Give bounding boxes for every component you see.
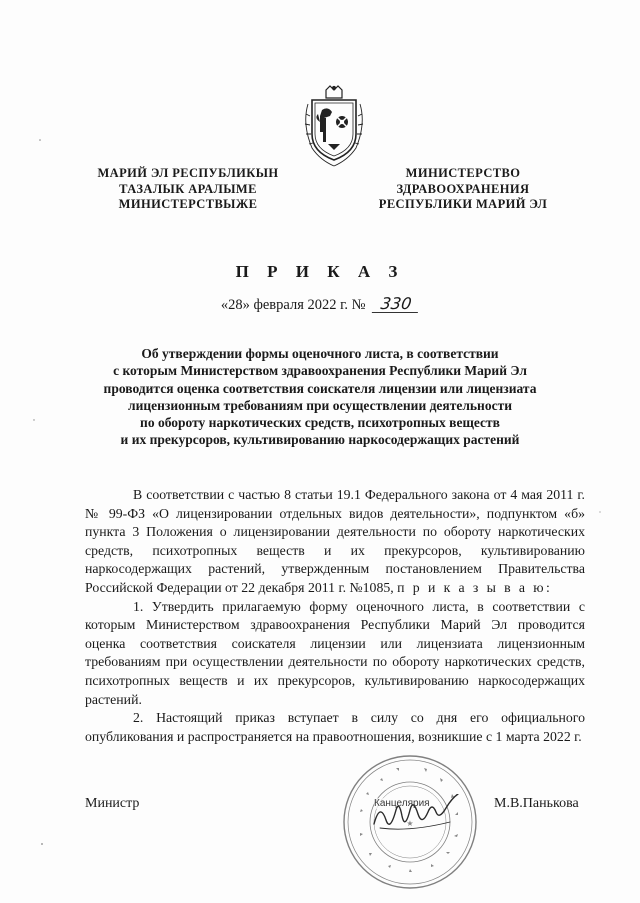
subject-line: Об утверждении формы оценочного листа, в соответствии [141,346,499,361]
org-name-russian-line: РЕСПУБЛИКИ МАРИЙ ЭЛ [378,197,548,211]
date-and-number-line [0,296,640,314]
handwritten-signature [370,794,460,838]
org-name-mari-line: ТАЗАЛЫК АРАЛЫМЕ [119,181,257,196]
order-body [85,486,585,746]
preamble-text: В соответствии с частью 8 статьи 19.1 Федерального закона от 4 мая 2011 г. № 99-ФЗ «О лицензировании отдельных видов деятельности», подпунктом «б» пункта 3 Положения о лицензировании деятельности по обороту наркотических средств, психотропных веществ и их прекурсоров, культивированию наркосодержащих растений, утвержденным постановлением Правительства Российской Федерации от 22 декабря 2011 г. №1085, [85,487,585,595]
org-name-russian-line: ЗДРАВООХРАНЕНИЯ [396,181,530,196]
order-item-1: 1. Утвердить прилагаемую форму оценочного листа, в соответствии с которым Министерством здравоохранения Республики Марий Эл проводится оценка соответствия соискателя лицензии или лицензиата лицензионным требованиям при осуществлении деятельности по обороту наркотических средств, психотропных веществ и их прекурсоров, культивированию наркосодержащих растений. [85,598,585,707]
order-date: «28» февраля 2022 г. № [220,297,366,313]
order-subject [100,345,540,449]
org-name-mari [88,166,288,213]
org-name-mari-line: МИНИСТЕРСТВЫЖЕ [118,197,258,211]
signatory-position: Министр [85,796,140,811]
coat-of-arms-emblem [298,84,370,168]
preamble-paragraph [85,486,585,598]
subject-line: проводится оценка соответствия соискателя лицензии или лицензиата [103,380,537,396]
org-name-mari-line: МАРИЙ ЭЛ РЕСПУБЛИКЫН [97,166,279,180]
org-name-russian-line: МИНИСТЕРСТВО [405,166,521,180]
subject-line: с которым Министерством здравоохранения Республики Марий Эл [113,363,527,379]
svg-text:★: ★ [406,819,414,828]
subject-line: лицензионным требованиям при осуществлении деятельности [128,397,512,413]
order-item-2: 2. Настоящий приказ вступает в силу со дня его официального опубликования и распространяется на правоотношения, возникшие с 1 марта 2022 г. [85,710,585,744]
stamp-center-label: Канцелярия [374,798,430,809]
order-number-handwritten: 330 [372,296,420,313]
subject-line: по обороту наркотических средств, психотропных веществ [140,415,500,431]
org-name-russian [368,166,558,213]
orders-word: п р и к а з ы в а ю: [397,579,553,595]
document-title: П Р И К А З [235,262,405,281]
signatory-name: М.В.Панькова [494,796,579,811]
subject-line: и их прекурсоров, культивированию наркосодержащих растений [120,432,520,448]
